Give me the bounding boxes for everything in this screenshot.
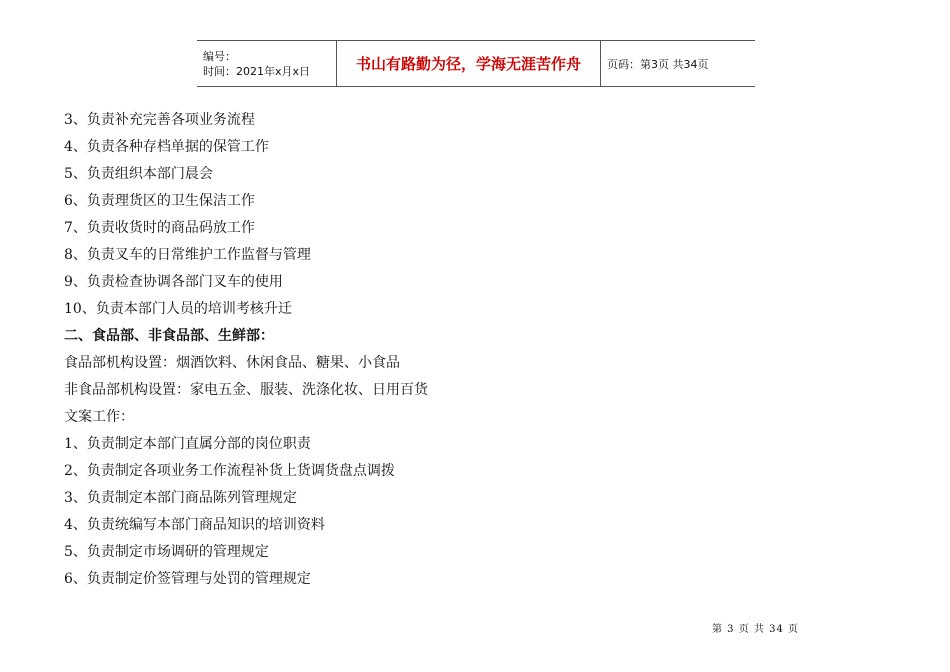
document-time-label: 时间：2021年x月x日 (203, 64, 311, 78)
body-line: 7、负责收货时的商品码放工作 (64, 220, 255, 236)
page-header (197, 40, 755, 87)
section-heading: 二、食品部、非食品部、生鲜部： (64, 328, 274, 344)
body-line: 4、负责各种存档单据的保管工作 (64, 139, 269, 155)
body-line: 10、负责本部门人员的培训考核升迁 (64, 301, 292, 317)
header-motto-cell (337, 41, 601, 86)
body-line: 4、负责统编写本部门商品知识的培训资料 (64, 517, 325, 533)
document-body (64, 107, 784, 593)
body-line: 3、负责制定本部门商品陈列管理规定 (64, 490, 297, 506)
header-motto: 书山有路勤为径，学海无涯苦作舟 (355, 55, 581, 73)
body-line: 文案工作： (64, 409, 134, 425)
body-line: 6、负责理货区的卫生保洁工作 (64, 193, 255, 209)
header-meta-cell (197, 41, 337, 86)
page-footer (712, 620, 799, 635)
body-line: 8、负责叉车的日常维护工作监督与管理 (64, 247, 311, 263)
body-line: 非食品部机构设置：家电五金、服装、洗涤化妆、日用百货 (64, 382, 428, 398)
body-line: 3、负责补充完善各项业务流程 (64, 112, 255, 128)
body-line: 5、负责制定市场调研的管理规定 (64, 544, 269, 560)
body-line: 食品部机构设置：烟酒饮料、休闲食品、糖果、小食品 (64, 355, 400, 371)
footer-page-number: 第 3 页 共 34 页 (712, 624, 799, 635)
body-line: 2、负责制定各项业务工作流程补货上货调货盘点调拨 (64, 463, 395, 479)
body-line: 9、负责检查协调各部门叉车的使用 (64, 274, 283, 290)
body-line: 5、负责组织本部门晨会 (64, 166, 213, 182)
body-line: 6、负责制定价签管理与处罚的管理规定 (64, 571, 311, 587)
body-line: 1、负责制定本部门直属分部的岗位职责 (64, 436, 311, 452)
document-number-label: 编号： (203, 49, 236, 63)
header-page-number: 页码：第3页 共34页 (607, 57, 709, 71)
header-page-cell (601, 41, 755, 86)
